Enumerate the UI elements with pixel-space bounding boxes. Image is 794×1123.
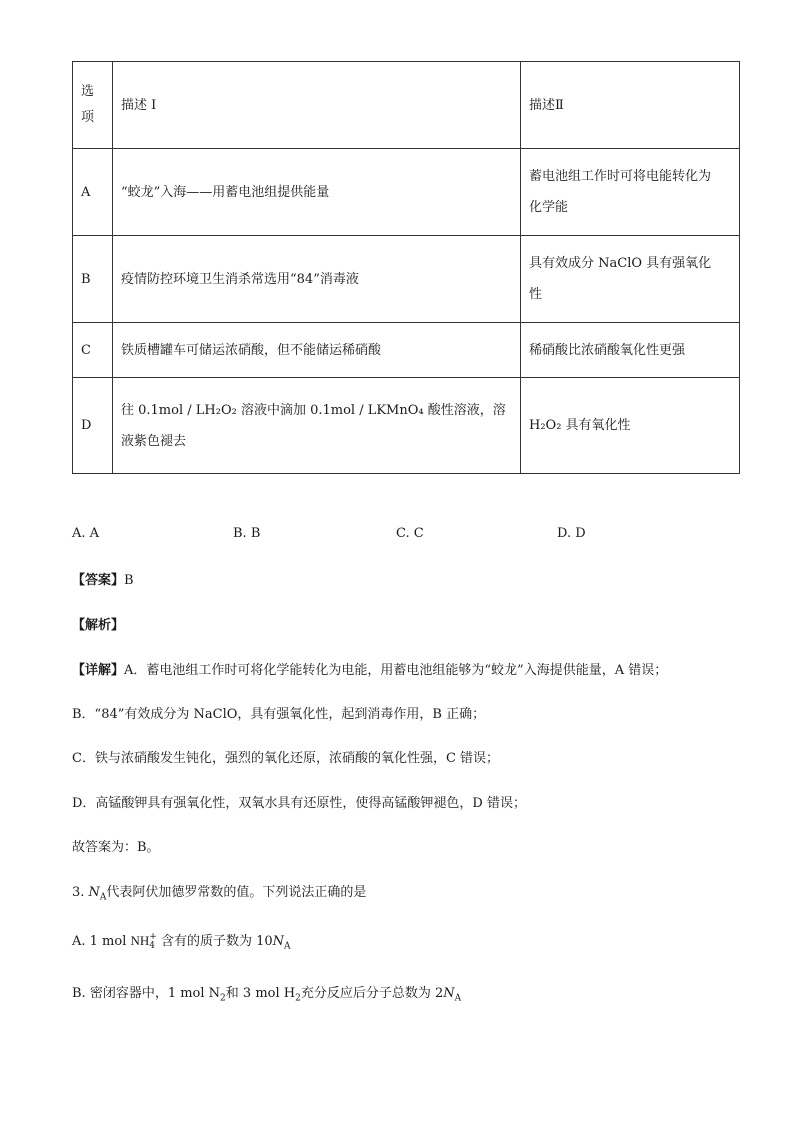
- row-desc2: 具有效成分 NaClO 具有强氧化 性: [521, 236, 740, 323]
- detail-a: 【详解】A．蓄电池组工作时可将化学能转化为电能，用蓄电池组能够为“蛟龙”入海提供能量，A 错误；: [72, 663, 668, 678]
- row-desc1: 往 0.1mol / LH₂O₂ 溶液中滴加 0.1mol / LKMnO₄ 酸性溶液，溶 液紫色褪去: [113, 378, 521, 474]
- header-desc1: 描述 I: [113, 62, 521, 149]
- row-desc2: H₂O₂ 具有氧化性: [521, 378, 740, 474]
- row-label: D: [73, 378, 113, 474]
- table-row: [73, 149, 740, 236]
- row-desc1: 铁质槽罐车可储运浓硝酸，但不能储运稀硝酸: [113, 323, 521, 378]
- choice-c: C. C: [396, 526, 424, 541]
- detail-d: D．高锰酸钾具有强氧化性，双氧水具有还原性，使得高锰酸钾褪色，D 错误；: [72, 796, 526, 811]
- choice-d: D. D: [557, 526, 586, 541]
- table-header-row: [73, 62, 740, 149]
- detail-b: B．“84”有效成分为 NaClO，具有强氧化性，起到消毒作用，B 正确；: [72, 707, 486, 722]
- answer-tag: 【答案】: [72, 573, 125, 588]
- row-desc1: “蛟龙”入海——用蓄电池组提供能量: [113, 149, 521, 236]
- question-table: [72, 61, 740, 474]
- row-desc2: 稀硝酸比浓硝酸氧化性更强: [521, 323, 740, 378]
- row-label: C: [73, 323, 113, 378]
- answer-line: [72, 569, 134, 588]
- question3-option-b: B. 密闭容器中，1 mol $N_2$和 3 mol $H_2$充分反应后分子总数为 $2N_A$: [72, 986, 462, 1004]
- table-row: [73, 236, 740, 323]
- question3-option-a: A. 1 mol NH + 4 含有的质子数为 $10N_A$: [72, 931, 291, 952]
- answer-value: B: [124, 573, 134, 588]
- analysis-tag: 【解析】: [72, 618, 125, 633]
- row-label: A: [73, 149, 113, 236]
- detail-c: C．铁与浓硝酸发生钝化，强烈的氧化还原，浓硝酸的氧化性强，C 错误；: [72, 751, 500, 766]
- table-row: [73, 378, 740, 474]
- choice-a: A. A: [72, 526, 100, 541]
- row-label: B: [73, 236, 113, 323]
- table-row: [73, 323, 740, 378]
- detail-tag: 【详解】: [72, 663, 125, 678]
- detail-conclusion: 故答案为：B。: [72, 840, 160, 855]
- row-desc2: 蓄电池组工作时可将电能转化为 化学能: [521, 149, 740, 236]
- choice-b: B. B: [233, 526, 261, 541]
- header-desc2: 描述Ⅱ: [521, 62, 740, 149]
- question3-stem: 3. $N_A$代表阿伏加德罗常数的值。下列说法正确的是: [72, 885, 367, 903]
- header-option: 选 项: [73, 62, 113, 149]
- row-desc1: 疫情防控环境卫生消杀常选用“84”消毒液: [113, 236, 521, 323]
